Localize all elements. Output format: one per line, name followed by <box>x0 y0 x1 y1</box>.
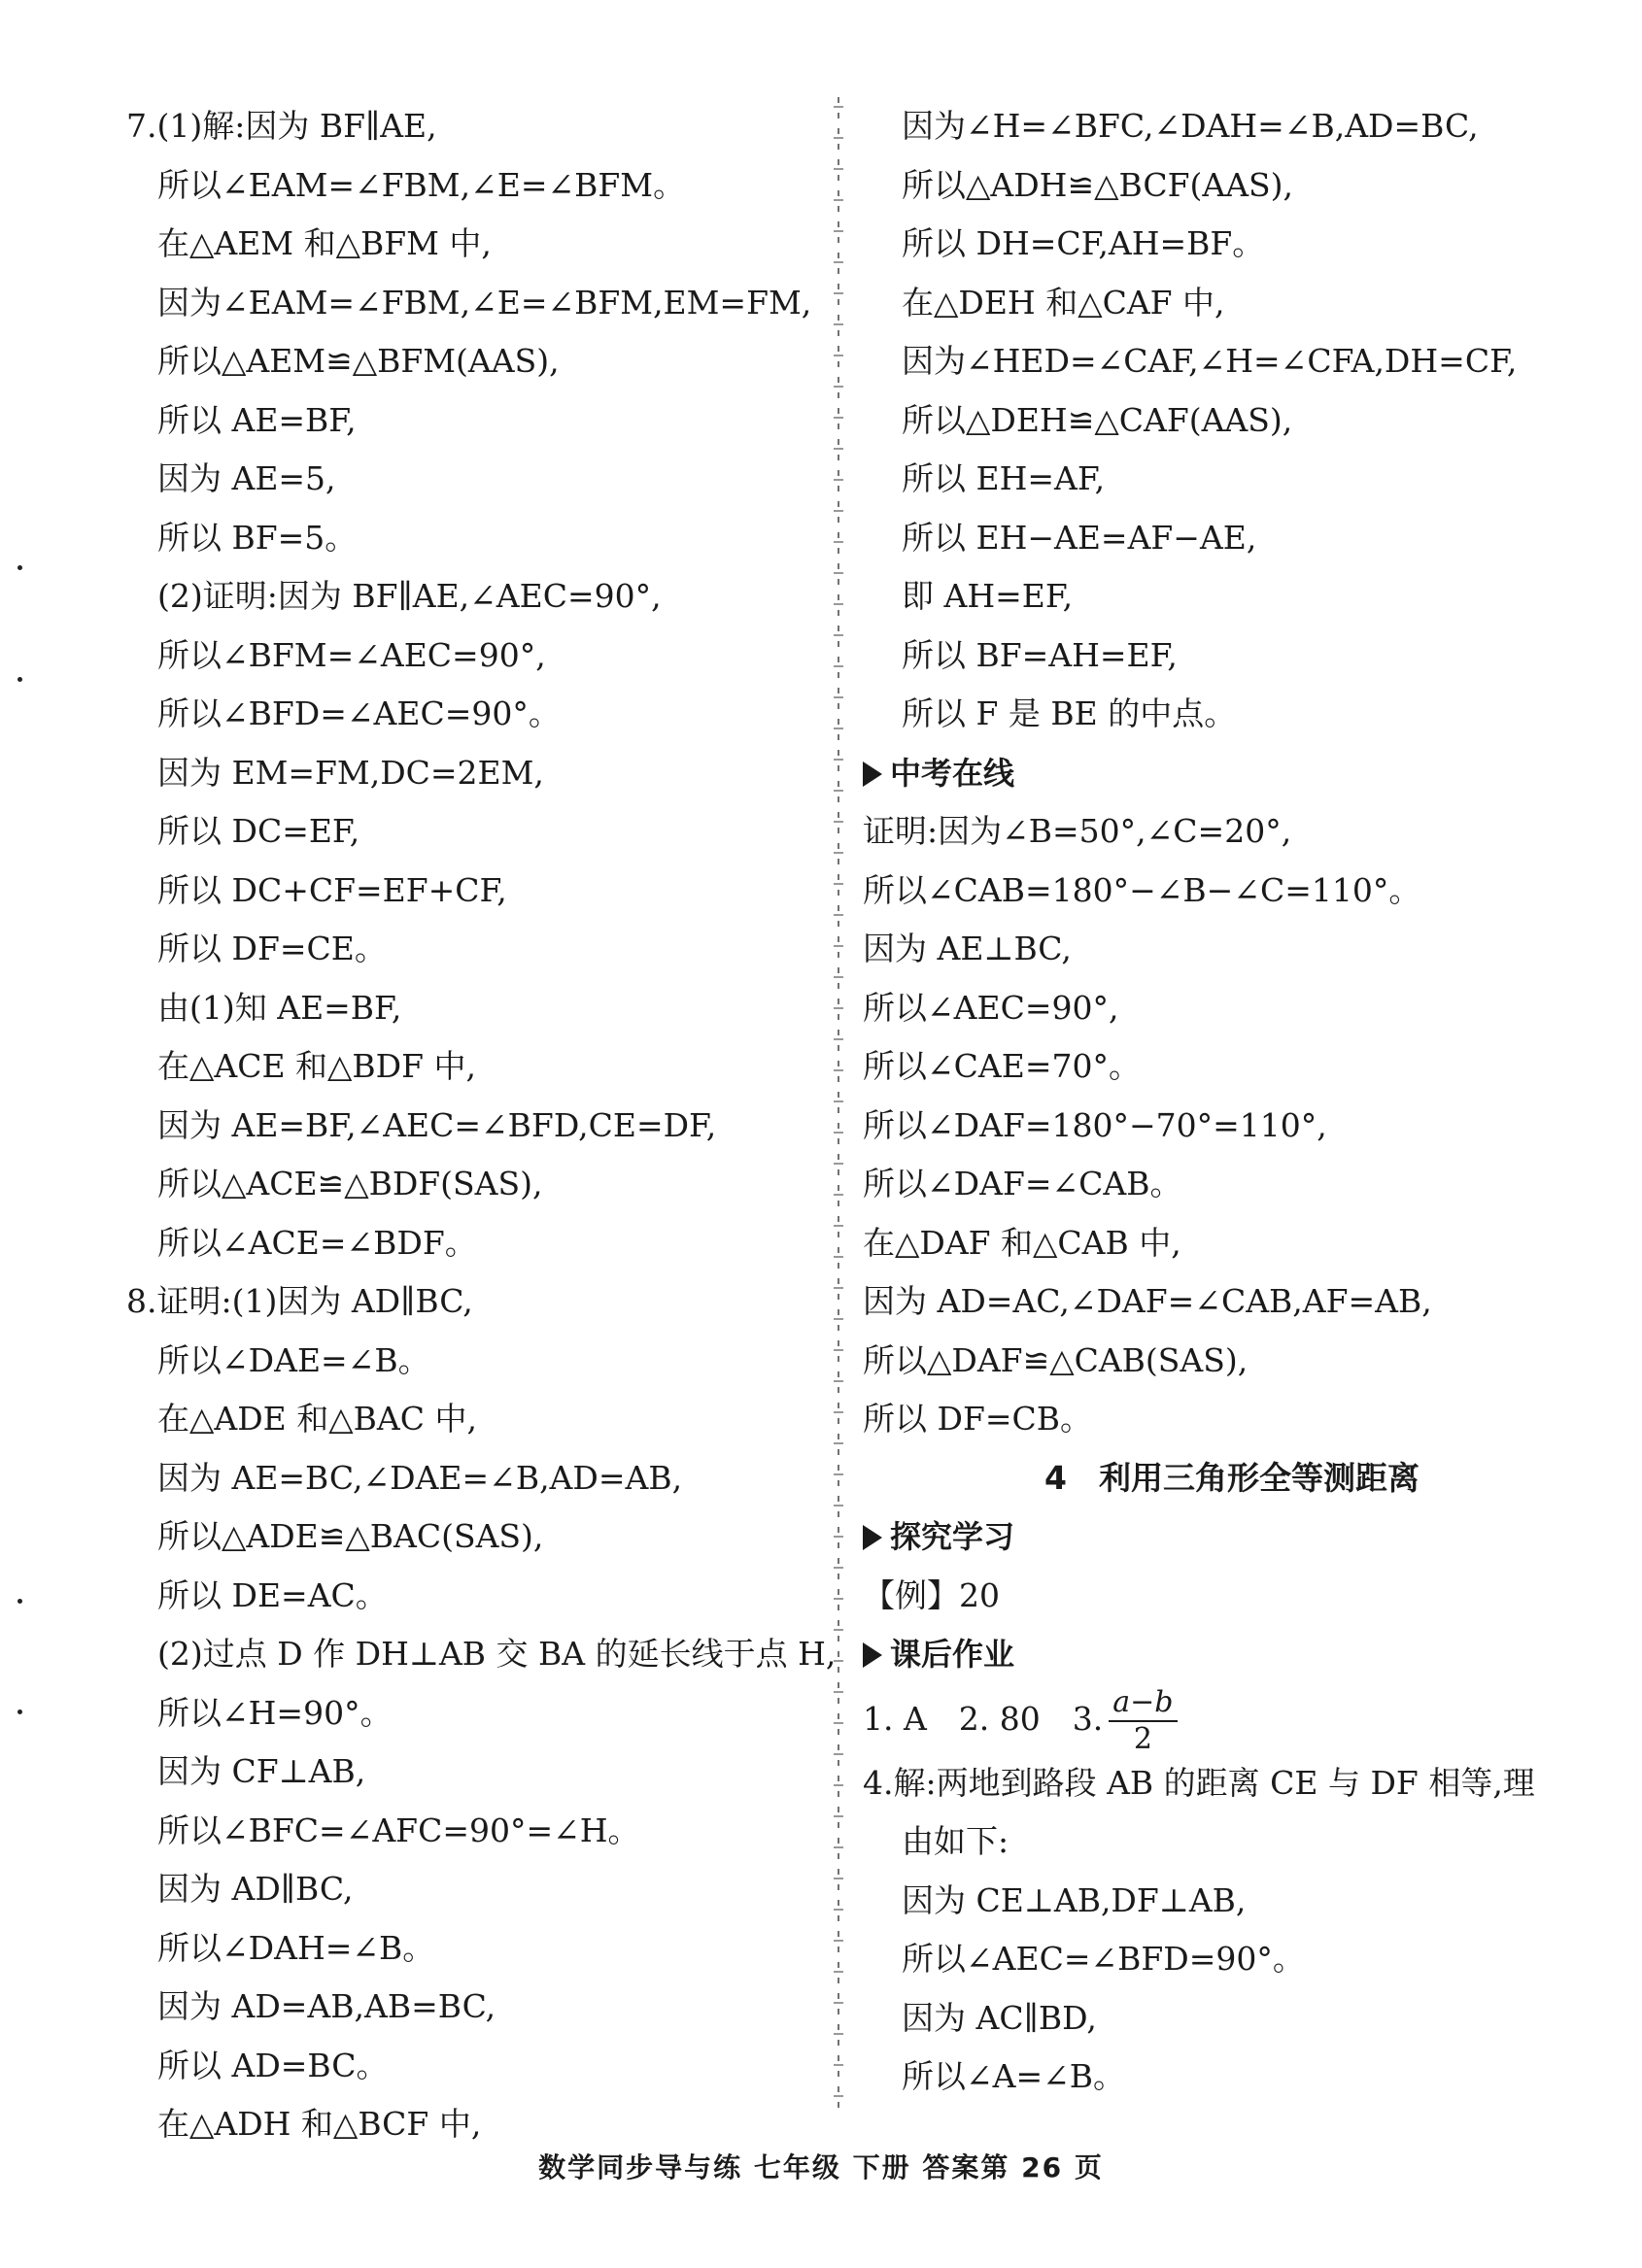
answer-line: 因为 CF⊥AB, <box>157 1752 366 1790</box>
answer-line: 因为 AD=AB,AB=BC, <box>157 1987 496 2025</box>
answer-line: 所以△ADH≌△BCF(AAS), <box>902 165 1293 204</box>
answer-line: 因为 AE=BF,∠AEC=∠BFD,CE=DF, <box>157 1105 717 1144</box>
fraction-denominator: 2 <box>1133 1721 1152 1756</box>
answer-line: 在△DAF 和△CAB 中, <box>863 1223 1181 1262</box>
margin-dot <box>17 565 22 570</box>
heading-zhongkao: 中考在线 <box>863 744 1562 803</box>
heading-kehou: 课后作业 <box>863 1625 1562 1684</box>
answer-line: 在△ADH 和△BCF 中, <box>157 2105 482 2143</box>
answer-line: 所以∠ACE=∠BDF。 <box>157 1223 477 1262</box>
answer-line: 由(1)知 AE=BF, <box>157 988 402 1027</box>
answer-line: 所以△ACE≌△BDF(SAS), <box>157 1165 543 1202</box>
answer-line: 因为 AE=BC,∠DAE=∠B,AD=AB, <box>157 1458 683 1497</box>
margin-dot <box>17 677 22 682</box>
answer-line: 所以∠BFM=∠AEC=90°, <box>157 635 546 674</box>
heading-tanjiu: 探究学习 <box>863 1507 1562 1567</box>
answer-line: 因为 EM=FM,DC=2EM, <box>157 753 544 792</box>
answer-line: 在△AEM 和△BFM 中, <box>157 224 492 262</box>
left-column <box>126 97 837 2154</box>
margin-dot <box>17 1709 22 1714</box>
answer-line: 因为∠EAM=∠FBM,∠E=∠BFM,EM=FM, <box>157 283 812 322</box>
page-footer: 数学同步导与练 七年级 下册 答案第 26 页 <box>538 2151 1104 2183</box>
section-title: 4 利用三角形全等测距离 <box>1044 1458 1420 1497</box>
answer-line: 所以 BF=5。 <box>157 518 358 557</box>
answer-line: 因为 AD∥BC, <box>157 1870 354 1908</box>
answer-line: 在△ADE 和△BAC 中, <box>157 1400 477 1438</box>
triangle-marker-icon <box>863 1642 882 1668</box>
answer-line: 所以 EH−AE=AF−AE, <box>902 518 1257 557</box>
answer-line: 在△DEH 和△CAF 中, <box>902 283 1225 322</box>
answer-line: 所以∠EAM=∠FBM,∠E=∠BFM。 <box>157 165 686 204</box>
answer-line: 因为∠H=∠BFC,∠DAH=∠B,AD=BC, <box>902 107 1479 145</box>
right-column <box>863 97 1562 2107</box>
answer-line: 所以∠DAF=180°−70°=110°, <box>863 1105 1327 1144</box>
answer-line: 4.解:两地到路段 AB 的距离 CE 与 DF 相等,理 <box>863 1763 1535 1802</box>
answer-line: 因为 CE⊥AB,DF⊥AB, <box>902 1880 1247 1919</box>
answer-line: 8.证明:(1)因为 AD∥BC, <box>126 1282 473 1320</box>
answer-line: 所以∠CAB=180°−∠B−∠C=110°。 <box>863 870 1421 909</box>
fraction-numerator: a−b <box>1109 1688 1177 1722</box>
answer-line: 所以 EH=AF, <box>902 459 1106 497</box>
answer-line: 所以∠AEC=∠BFD=90°。 <box>902 1940 1305 1978</box>
column-divider <box>831 97 846 2117</box>
answer-line: (2)过点 D 作 DH⊥AB 交 BA 的延长线于点 H, <box>157 1635 837 1673</box>
answer-line: 所以 DC+CF=EF+CF, <box>157 870 507 909</box>
answer-line: 所以△ADE≌△BAC(SAS), <box>157 1517 544 1555</box>
answers-text: 1. A 2. 80 3. <box>863 1699 1104 1738</box>
answer-line: 因为 AC∥BD, <box>902 1998 1097 2037</box>
answer-line: 即 AH=EF, <box>902 577 1074 615</box>
answer-line: 证明:因为∠B=50°,∠C=20°, <box>863 812 1292 850</box>
answer-line: 所以△AEM≌△BFM(AAS), <box>157 342 560 380</box>
answer-line: 由如下: <box>902 1822 1009 1860</box>
answer-line: 所以 DH=CF,AH=BF。 <box>902 224 1265 262</box>
answer-line: 所以∠DAE=∠B。 <box>157 1340 430 1379</box>
answer-line: 所以△DEH≌△CAF(AAS), <box>902 400 1293 439</box>
answer-line: 所以∠DAF=∠CAB。 <box>863 1165 1182 1202</box>
answer-line: 所以 F 是 BE 的中点。 <box>902 694 1237 732</box>
answer-line: 所以∠CAE=70°。 <box>863 1047 1141 1085</box>
answer-line: 所以∠BFC=∠AFC=90°=∠H。 <box>157 1811 640 1849</box>
answer-line: 7.(1)解:因为 BF∥AE, <box>126 107 437 145</box>
answer-line: 所以 DE=AC。 <box>157 1575 388 1614</box>
fraction <box>1109 1684 1177 1756</box>
answer-line: 在△ACE 和△BDF 中, <box>157 1047 477 1085</box>
answer-line: 因为 AE⊥BC, <box>863 930 1072 967</box>
answer-line: 所以∠DAH=∠B。 <box>157 1928 435 1967</box>
triangle-marker-icon <box>863 762 882 787</box>
answer-line: 因为 AE=5, <box>157 459 336 497</box>
short-answers <box>863 1684 1562 1754</box>
answer-line: 所以∠H=90°。 <box>157 1693 393 1732</box>
answer-line: 所以 BF=AH=EF, <box>902 635 1178 674</box>
answer-line: 所以 DF=CE。 <box>157 930 387 967</box>
answer-line: 所以 AD=BC。 <box>157 2046 389 2084</box>
answer-line: (2)证明:因为 BF∥AE,∠AEC=90°, <box>157 577 662 615</box>
margin-dot <box>17 1599 22 1604</box>
answer-line: 所以∠BFD=∠AEC=90°。 <box>157 694 561 732</box>
example-answer: 【例】20 <box>863 1575 1000 1614</box>
answer-line: 所以 AE=BF, <box>157 400 357 439</box>
answer-line: 因为 AD=AC,∠DAF=∠CAB,AF=AB, <box>863 1282 1432 1320</box>
answer-line: 所以△DAF≌△CAB(SAS), <box>863 1340 1249 1379</box>
triangle-marker-icon <box>863 1525 882 1550</box>
answer-line: 所以∠A=∠B。 <box>902 2057 1126 2095</box>
answer-line: 所以 DC=EF, <box>157 812 360 850</box>
answer-line: 所以∠AEC=90°, <box>863 988 1119 1027</box>
answer-line: 所以 DF=CB。 <box>863 1400 1092 1438</box>
answer-line: 因为∠HED=∠CAF,∠H=∠CFA,DH=CF, <box>902 342 1518 380</box>
